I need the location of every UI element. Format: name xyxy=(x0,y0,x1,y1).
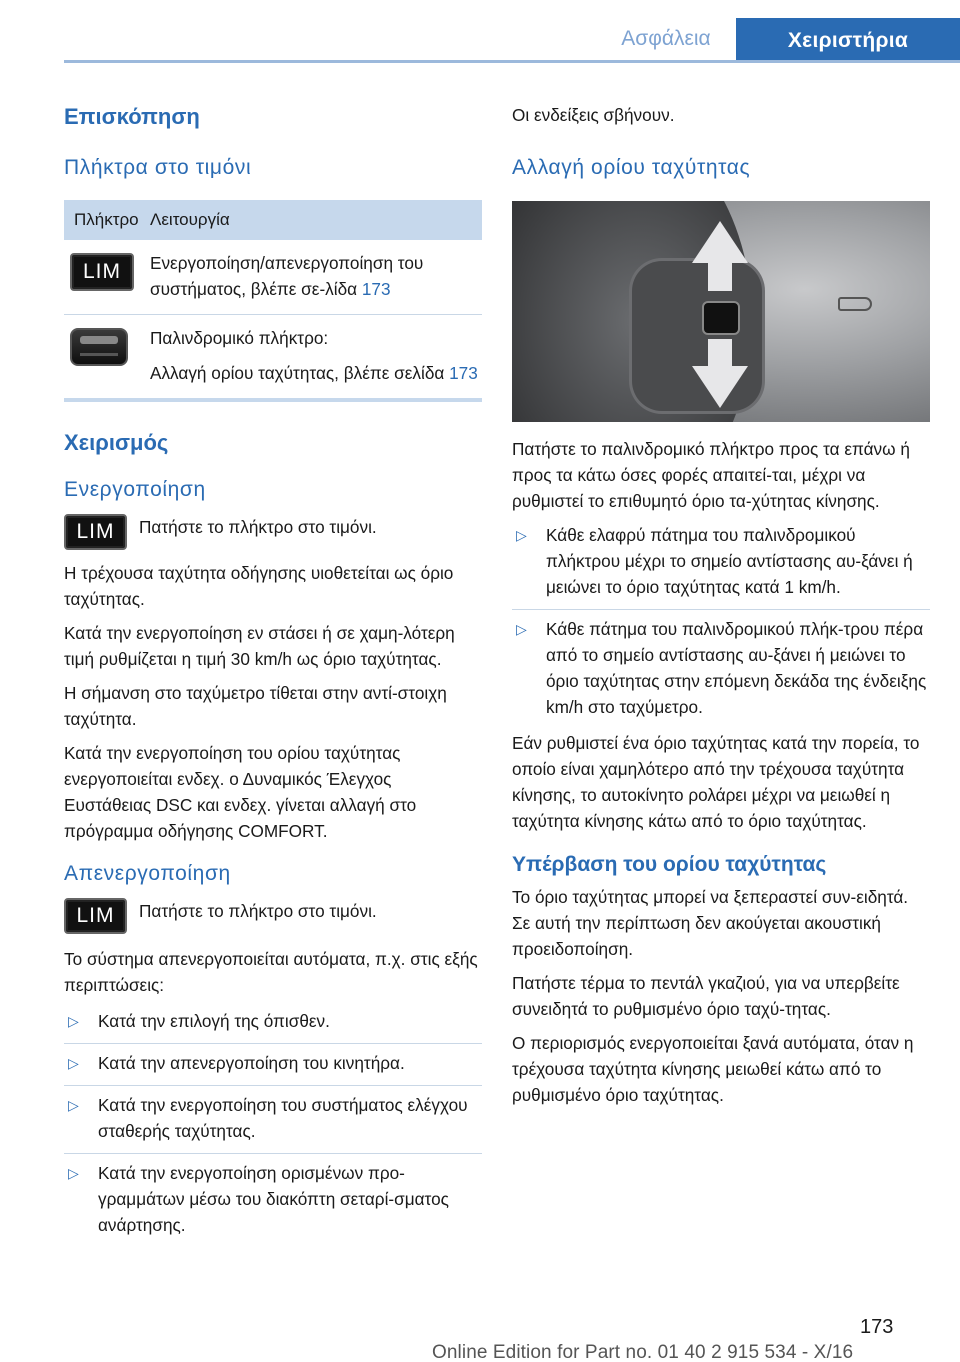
list-item: ▷ Κατά την απενεργοποίηση του κινητήρα. xyxy=(64,1050,482,1076)
paragraph: Το όριο ταχύτητας μπορεί να ξεπεραστεί συν-ειδητά. Σε αυτή την περίπτωση δεν ακούγεται ακουστική προειδοποίηση. xyxy=(512,887,909,959)
left-column xyxy=(64,96,482,1238)
list-divider xyxy=(512,609,930,610)
paragraph: Πατήστε τέρμα το πεντάλ γκαζιού, για να υπερβείτε συνειδητά το ρυθμισμένο όριο ταχύ-τητας. xyxy=(512,973,900,1019)
list-item: ▷ Κατά την επιλογή της όπισθεν. xyxy=(64,1008,482,1034)
bullet-triangle-icon: ▷ xyxy=(68,1055,79,1071)
activation-heading: Ενεργοποίηση xyxy=(64,478,206,501)
page-reference-link[interactable]: 173 xyxy=(361,279,391,299)
instruction-text: Πατήστε το πλήκτρο στο τιμόνι. xyxy=(139,901,377,921)
table-row xyxy=(64,240,482,315)
paragraph: Εάν ρυθμιστεί ένα όριο ταχύτητας κατά την πορεία, το οποίο είναι χαμηλότερο από την τρέχουσα ταχύτητα κίνησης, το αυτοκίνητο ρολάρει μέχρι να μειωθεί η ταχύτητα κίνησης κάτω από το όριο ταχύτητας. xyxy=(512,733,920,831)
bullet-triangle-icon: ▷ xyxy=(68,1165,79,1181)
arrow-up-icon xyxy=(692,221,748,263)
table-cell-text: Αλλαγή ορίου ταχύτητας, βλέπε σελίδα 173 xyxy=(150,363,478,383)
page-footer xyxy=(0,1312,960,1362)
list-divider xyxy=(64,1043,482,1044)
table-header-function: Λειτουργία xyxy=(150,210,230,229)
page-number: 173 xyxy=(860,1316,894,1338)
rocker-button-icon xyxy=(702,301,740,335)
paragraph: Κατά την ενεργοποίηση του ορίου ταχύτητας ενεργοποιείται ενδεχ. ο Δυναμικός Έλεγχος Ευστάθειας DSC και ενδεχ. γίνεται αλλαγή στο πρόγραμμα οδήγησης COMFORT. xyxy=(64,743,417,841)
edition-note: Online Edition for Part no. 01 40 2 915 534 - X/16 xyxy=(432,1342,854,1362)
activation-instruction xyxy=(64,514,482,550)
table-header xyxy=(64,200,482,240)
paragraph: Η σήμανση στο ταχύμετρο τίθεται στην αντί-στοιχη ταχύτητα. xyxy=(64,683,447,729)
table-row xyxy=(64,315,482,398)
paragraph: Κατά την ενεργοποίηση εν στάσει ή σε χαμη-λότερη τιμή ρυθμίζεται η τιμή 30 km/h ως όριο ταχύτητας. xyxy=(64,623,455,669)
list-item: ▷ Κατά την ενεργοποίηση του συστήματος ελέγχου σταθερής ταχύτητας. xyxy=(64,1092,482,1144)
bullet-triangle-icon: ▷ xyxy=(68,1097,79,1113)
page-header xyxy=(0,0,960,62)
paragraph: Το σύστημα απενεργοποιείται αυτόματα, π.χ. στις εξής περιπτώσεις: xyxy=(64,949,478,995)
table-cell-text: Παλινδρομικό πλήκτρο: xyxy=(150,328,329,348)
bullet-triangle-icon: ▷ xyxy=(68,1013,79,1029)
bullet-triangle-icon: ▷ xyxy=(516,621,527,637)
header-rule xyxy=(64,60,960,63)
instruction-text: Πατήστε το πλήκτρο στο τιμόνι. xyxy=(139,517,377,537)
list-item: ▷ Κάθε ελαφρύ πάτημα του παλινδρομικού πλήκτρου μέχρι το σημείο αντίστασης αυ-ξάνει ή μειώνει το όριο ταχύτητας κατά 1 km/h. xyxy=(512,522,930,600)
list-divider xyxy=(64,1153,482,1154)
operation-heading: Χειρισμός xyxy=(64,430,169,455)
paragraph: Πατήστε το παλινδρομικό πλήκτρο προς τα επάνω ή προς τα κάτω όσες φορές απαιτεί-ται, μέχρι να ρυθμιστεί το επιθυμητό όριο τα-χύτητας κίνησης. xyxy=(512,439,910,511)
list-divider xyxy=(64,1085,482,1086)
steering-buttons-heading: Πλήκτρα στο τιμόνι xyxy=(64,156,252,179)
lim-button-icon: LIM xyxy=(64,514,127,550)
paragraph: Η τρέχουσα ταχύτητα οδήγησης υιοθετείται ως όριο ταχύτητας. xyxy=(64,563,454,609)
list-item: ▷ Κάθε πάτημα του παλινδρομικού πλήκ-τρου πέρα από το σημείο αντίστασης αυ-ξάνει ή μειώνει το όριο ταχύτητας στην επόμενη δεκάδα της ένδειξης km/h στο ταχύμετρο. xyxy=(512,616,930,720)
bullet-triangle-icon: ▷ xyxy=(516,527,527,543)
paragraph: Οι ενδείξεις σβήνουν. xyxy=(512,105,675,125)
lim-button-icon: LIM xyxy=(64,898,127,934)
page-reference-link[interactable]: 173 xyxy=(449,363,478,383)
exceed-limit-heading: Υπέρβαση του ορίου ταχύτητας xyxy=(512,853,827,876)
rocker-button-icon xyxy=(70,328,128,366)
overview-heading: Επισκόπηση xyxy=(64,104,200,129)
table-header-key: Πλήκτρο xyxy=(74,210,139,229)
lim-button-icon: LIM xyxy=(70,253,134,291)
deactivation-instruction xyxy=(64,898,482,934)
paragraph: Ο περιορισμός ενεργοποιείται ξανά αυτόματα, όταν η τρέχουσα ταχύτητα κίνησης μειωθεί κάτω από το ρυθμισμένο όριο ταχύτητας. xyxy=(512,1033,914,1105)
arrow-down-icon xyxy=(692,366,748,408)
right-column xyxy=(512,96,930,1108)
deactivation-heading: Απενεργοποίηση xyxy=(64,862,231,885)
steering-wheel-rocker-image xyxy=(512,201,930,422)
header-chapter-tab: Χειριστήρια xyxy=(736,18,960,63)
change-limit-heading: Αλλαγή ορίου ταχύτητας xyxy=(512,156,751,179)
table-cell-text: Ενεργοποίηση/απενεργοποίηση του συστήματος, βλέπε σε-λίδα 173 xyxy=(150,253,424,299)
buttons-table xyxy=(64,200,482,402)
list-item: ▷ Κατά την ενεργοποίηση ορισμένων προ-γραμμάτων μέσω του διακόπτη σεταρί-σματος ανάρτησης. xyxy=(64,1160,482,1238)
horn-icon xyxy=(838,297,872,311)
header-section-label: Ασφάλεια xyxy=(621,27,711,50)
